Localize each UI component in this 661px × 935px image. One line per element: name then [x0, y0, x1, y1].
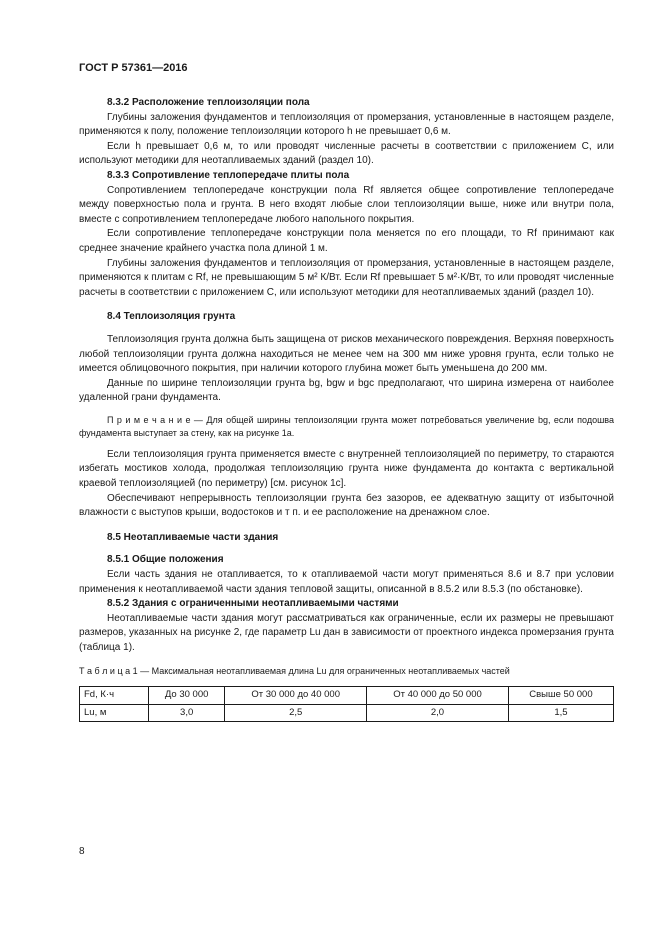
table-header-row	[80, 687, 614, 705]
section-84-paragraph-3: Если теплоизоляция грунта применяется вместе с внутренней теплоизоляцией по периметру, то стараются избегать мостиков холода, продолжая теплоизоляцию грунта ниже фундамента до контакта с вертикальной краевой теплоизоляцией (по периметру) [см. рисунок 1с].	[79, 448, 614, 490]
section-851-heading: 8.5.1 Общие положения	[107, 554, 224, 566]
section-833-paragraph-1: Сопротивлением теплопередаче конструкции пола Rf является общее сопротивление теплопередаче между поверхностью пола и грунта. В него входят любые слои теплоизоляции выше, ниже или внутри пола, вместе с сопротивлением теплопередаче любого напольного покрытия.	[79, 184, 614, 225]
section-84-paragraph-1: Теплоизоляция грунта должна быть защищена от рисков механического повреждения. Верхняя поверхность любой теплоизоляции грунта должна находиться не менее чем на 300 мм ниже уровня грунта, если только не имеется облицовочного покрытия, при наличии которого глубина может быть уменьшена до 200 мм.	[79, 333, 614, 375]
section-852-paragraph: Неотапливаемые части здания могут рассматриваться как ограниченные, если их размеры не превышают размеров, указанных на рисунке 2, где параметр Lu дан в зависимости от проектного индекса промерзания грунта (таблица 1).	[79, 612, 614, 653]
page-content	[79, 88, 614, 722]
table-column-header: От 30 000 до 40 000	[225, 687, 367, 705]
section-832-paragraph-2: Если h превышает 0,6 м, то или проводят численные расчеты в соответствии с приложением С, или используют методики для неотапливаемых зданий (раздел 10).	[79, 140, 614, 167]
section-832-paragraph-1: Глубины заложения фундаментов и теплоизоляция от промерзания, установленные в настоящем разделе, применяются к полу, положение теплоизоляции которого h не превышает 0,6 м.	[79, 111, 614, 138]
table-cell: 3,0	[149, 704, 225, 722]
section-832-heading: 8.3.2 Расположение теплоизоляции пола	[107, 97, 310, 108]
table-column-header: От 40 000 до 50 000	[367, 687, 509, 705]
table-cell: 1,5	[508, 704, 613, 722]
section-84-note: П р и м е ч а н и е — Для общей ширины теплоизоляции грунта может потребоваться увеличение bg, если подошва фундамента выступает за стену, как на рисунке 1а.	[79, 414, 614, 438]
document-header: ГОСТ Р 57361—2016	[79, 62, 188, 74]
table-cell: 2,5	[225, 704, 367, 722]
section-84-paragraph-2: Данные по ширине теплоизоляции грунта bg, bgw и bgc предполагают, что ширина измерена от наиболее удаленной грани фундамента.	[79, 377, 614, 404]
section-84-heading: 8.4 Теплоизоляция грунта	[107, 311, 236, 323]
table-caption: Т а б л и ц а 1 — Максимальная неотапливаемая длина Lu для ограниченных неотапливаемых частей	[79, 665, 510, 676]
section-833-heading: 8.3.3 Сопротивление теплопередаче плиты пола	[107, 169, 350, 181]
section-852-heading: 8.5.2 Здания с ограниченными неотапливаемыми частями	[107, 598, 399, 610]
table-column-header: Свыше 50 000	[508, 687, 613, 705]
section-85-heading: 8.5 Неотапливаемые части здания	[107, 531, 279, 543]
table-unheated-length	[79, 686, 614, 722]
section-84-paragraph-4: Обеспечивают непрерывность теплоизоляции грунта без зазоров, ее адекватную защиту от избыточной влажности с выступов крыши, водостоков и т п. и ее расположение на дренажном слое.	[79, 492, 614, 519]
table-row-label: Lu, м	[80, 704, 149, 722]
section-833-paragraph-3: Глубины заложения фундаментов и теплоизоляция от промерзания, установленные в настоящем разделе, применяются к плитам с Rf, не превышающим 5 м² К/Вт. Если Rf превышает 5 м²·К/Вт, то или проводят численные расчеты в соответствии с приложением С, или используют методики для неотапливаемых зданий (раздел 10).	[79, 257, 614, 298]
table-cell: 2,0	[367, 704, 509, 722]
section-851-paragraph: Если часть здания не отапливается, то к отапливаемой части могут применяться 8.6 и 8.7 при условии применения к неотапливаемой части здания тепловой защиты, описанной в 8.5.2 или 8.5.3 (по обстановке).	[79, 569, 614, 595]
page-number: 8	[79, 846, 85, 857]
table-header-label: Fd, К·ч	[80, 687, 149, 705]
section-833-paragraph-2: Если сопротивление теплопередаче конструкции пола меняется по его площади, то Rf принимают как среднее значение крайнего участка пола длиной 1 м.	[79, 228, 614, 254]
table-column-header: До 30 000	[149, 687, 225, 705]
table-row	[80, 704, 614, 722]
